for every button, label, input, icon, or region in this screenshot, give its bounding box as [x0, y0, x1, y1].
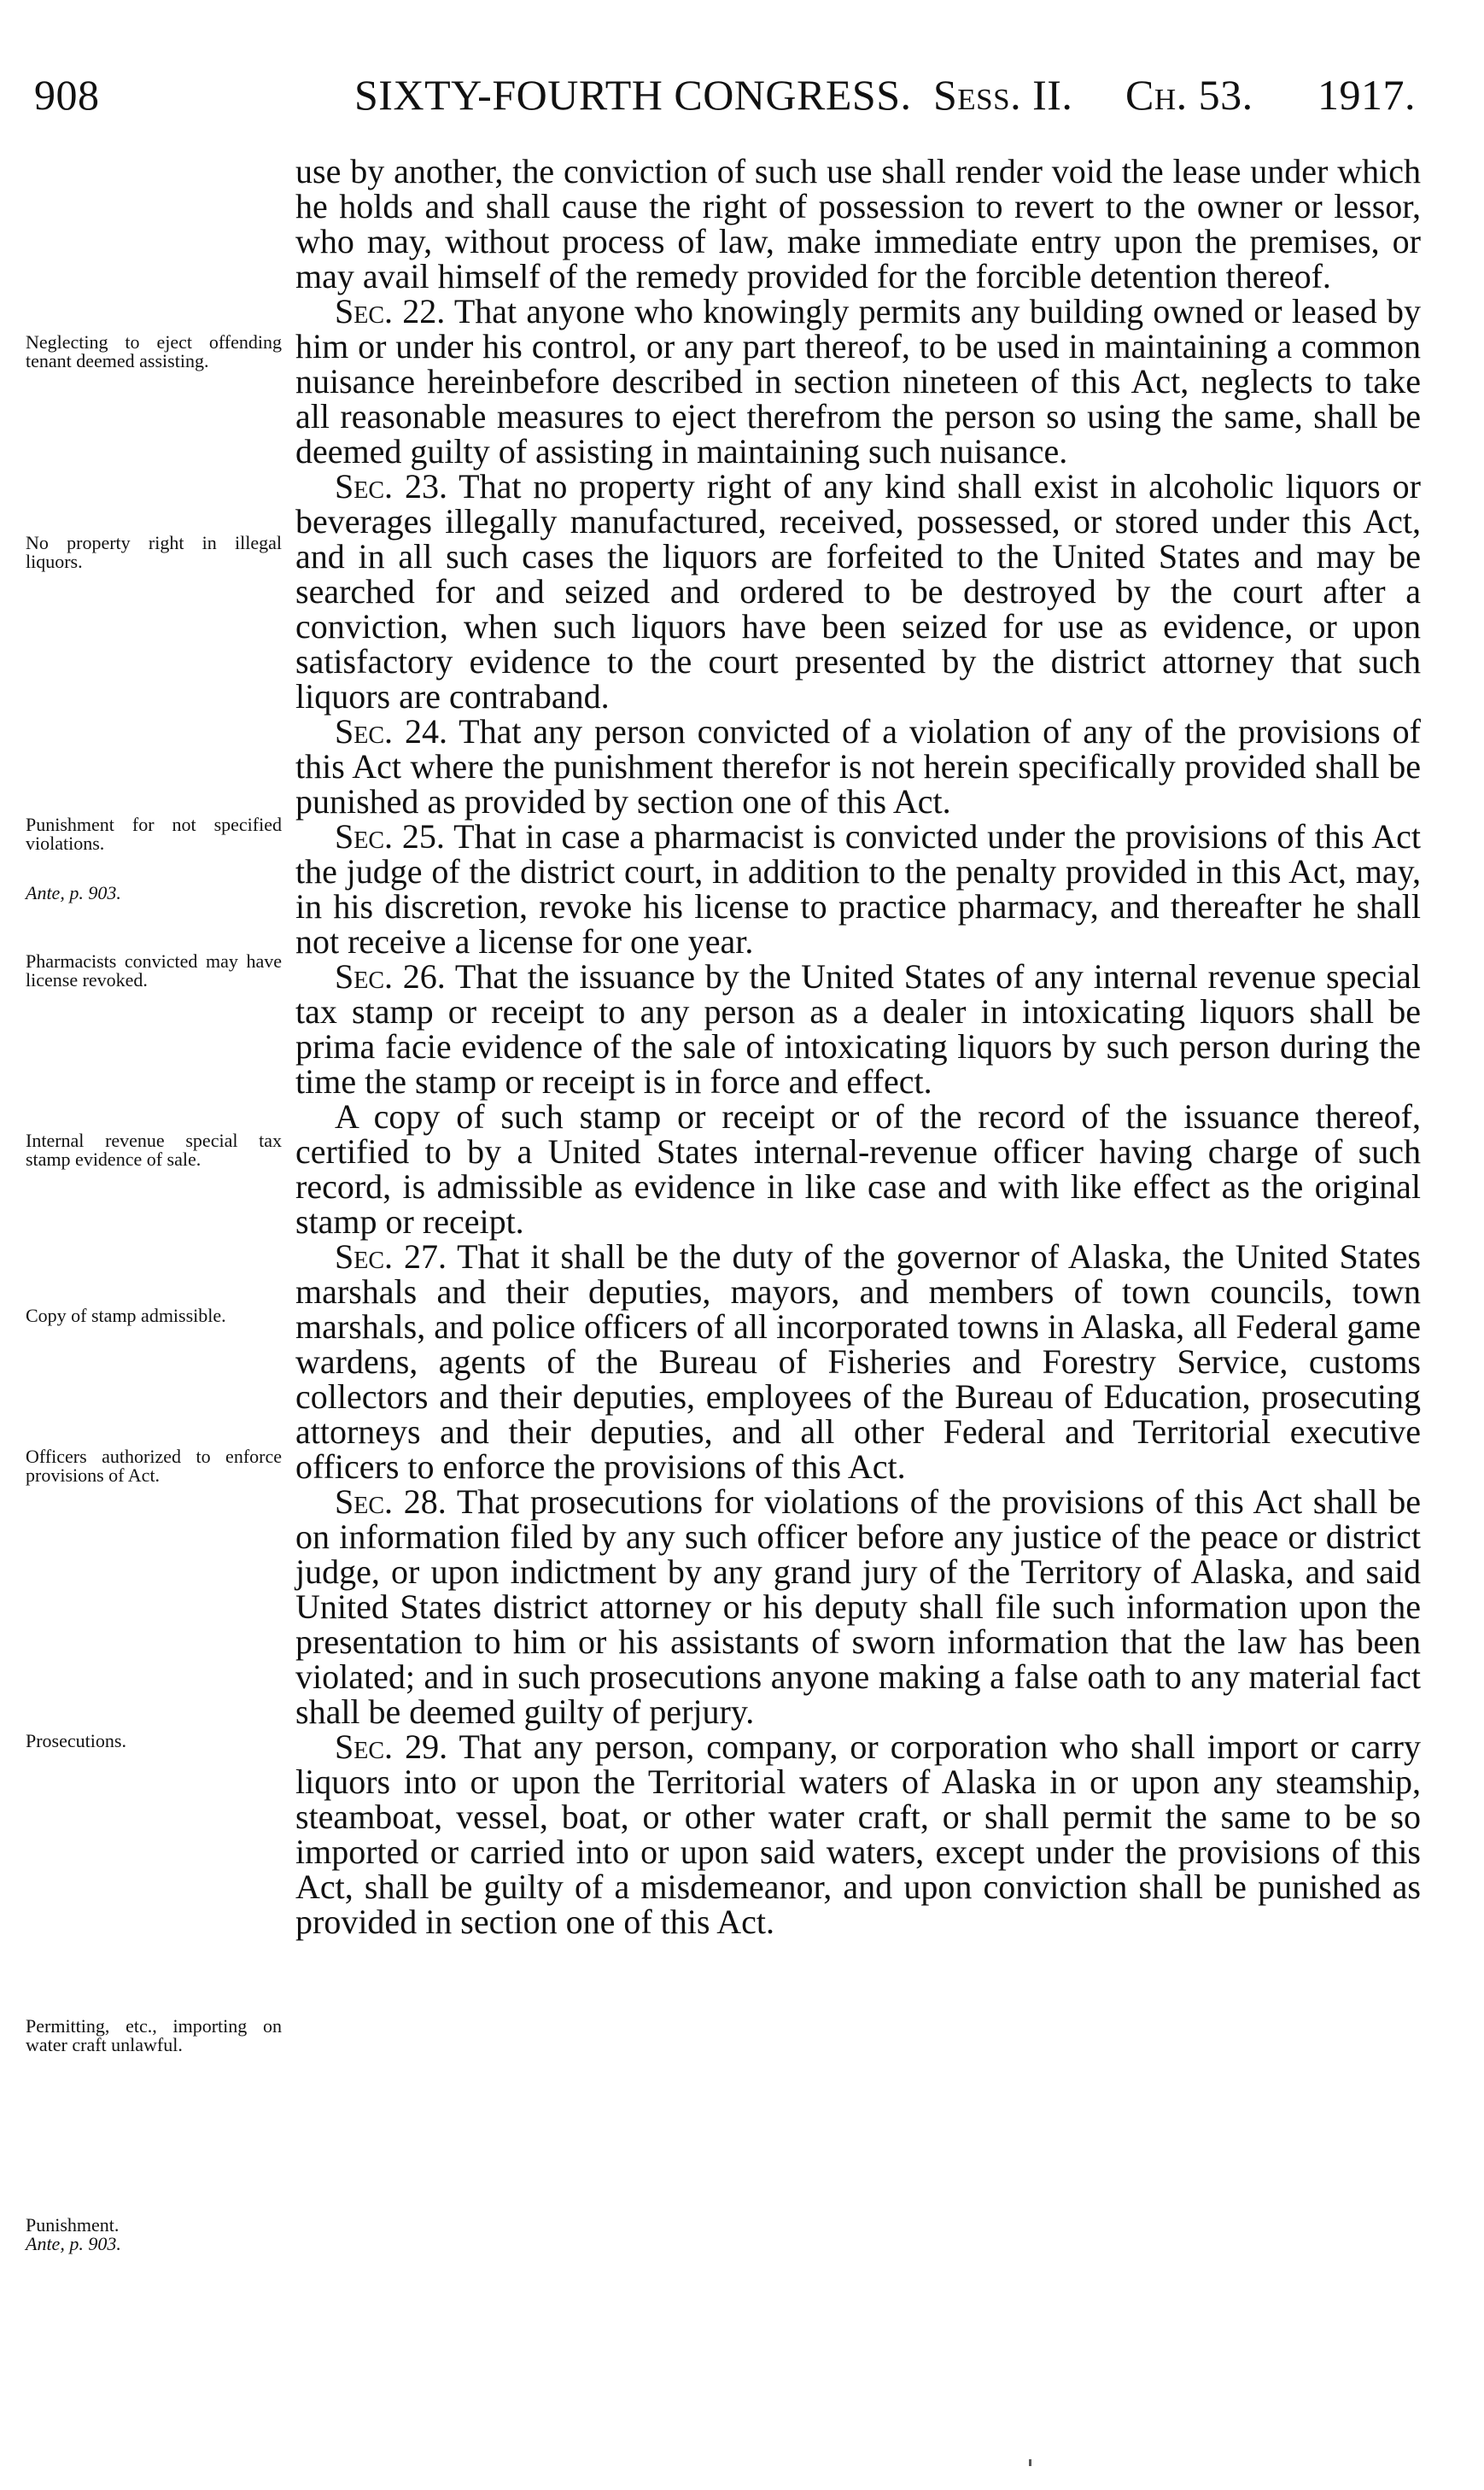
- section-text: That prosecutions for violations of the provisions of this Act shall be on information filed by any such officer before any justice of the peace or district judge, or upon indictment by any grand jury of the Territory of Alaska, and said United States district attorney or his deputy shall file such information upon the presentation to him or his assistants of sworn information that the law has been violated; and in such prosecutions anyone making a false oath to any material fact shall be deemed guilty of perjury.: [295, 1482, 1421, 1731]
- congress-title: SIXTY-FOURTH CONGRESS.: [354, 71, 912, 119]
- section-text: That any person convicted of a violation of any of the provisions of this Act where the punishment therefor is not herein specifically provided shall be punished as provided by section one of this Act.: [295, 712, 1421, 821]
- section-label: Sec. 23.: [335, 467, 447, 506]
- section-text: That anyone who knowingly permits any building owned or leased by him or under his control, or any part thereof, to be used in maintaining a common nuisance hereinbefore described in section nineteen of this Act, neglects to take all reasonable measures to eject therefrom the person so using the same, shall be deemed guilty of assisting in maintaining such nuisance.: [295, 292, 1422, 471]
- section-24: [295, 714, 1421, 819]
- margin-note-punishment: Punishment.: [26, 2214, 120, 2236]
- margin-note-punishment-not-specified: Punishment for not specified violations.: [26, 814, 282, 854]
- continuation-paragraph: use by another, the conviction of such use shall render void the lease under which he holds and shall cause the right of possession to revert to the owner or lessor, who may, without process of law, make immediate entry upon the premises, or may avail himself of the remedy provided for the forcible detention thereof.: [295, 152, 1421, 295]
- section-text: A copy of such stamp or receipt or of the record of the issuance thereof, certified to by a United States internal-revenue officer having charge of such record, is admissible as evidence in like case and with like effect as the original stamp or receipt.: [295, 1097, 1421, 1241]
- section-25: [295, 819, 1421, 959]
- section-label: Sec. 25.: [335, 817, 445, 856]
- section-text: That it shall be the duty of the governor of Alaska, the United States marshals and their deputies, mayors, and members of town councils, town marshals, and police officers of all incorporated towns in Alaska, all Federal game wardens, agents of the Bureau of Fisheries and Forestry Service, customs collectors and their deputies, employees of the Bureau of Education, prosecuting attorneys and their deputies, and all other Federal and Territorial executive officers to enforce the provisions of this Act.: [295, 1237, 1421, 1486]
- margin-note-pharmacists: Pharmacists convicted may have license revoked.: [26, 950, 282, 991]
- margin-note-prosecutions: Prosecutions.: [26, 1730, 126, 1751]
- section-28: [295, 1484, 1421, 1729]
- margin-note-permitting-importing: Permitting, etc., importing on water craft unlawful.: [26, 2015, 282, 2055]
- margin-note-officers-authorized: Officers authorized to enforce provisions of Act.: [26, 1446, 282, 1486]
- section-text: That no property right of any kind shall exist in alcoholic liquors or beverages illegally manufactured, received, possessed, or stored under this Act, and in all such cases the liquors are forfeited to the United States and may be searched for and seized and ordered to be destroyed by the court after a conviction, when such liquors have been seized for use as evidence, or upon satisfactory evidence to the court presented by the district attorney that such liquors are contraband.: [295, 467, 1421, 716]
- year-label: 1917.: [1317, 71, 1416, 119]
- margin-note-neglecting-to-eject: Neglecting to eject offending tenant deemed assisting.: [26, 331, 282, 371]
- margin-note-internal-revenue: Internal revenue special tax stamp evidence of sale.: [26, 1130, 282, 1170]
- section-text: That the issuance by the United States of any internal revenue special tax stamp or receipt to any person as a dealer in intoxicating liquors shall be prima facie evidence of the sale of intoxicating liquors by such person during the time the stamp or receipt is in force and effect.: [295, 957, 1422, 1101]
- section-label: Sec. 28.: [335, 1482, 447, 1521]
- chapter-label: Ch. 53.: [1125, 71, 1253, 119]
- section-26: [295, 959, 1421, 1099]
- copy-of-stamp-paragraph: [295, 1099, 1421, 1239]
- section-label: Sec. 26.: [335, 957, 446, 996]
- scan-speck: [1029, 2459, 1031, 2466]
- section-label: Sec. 22.: [335, 292, 446, 330]
- section-label: Sec. 27.: [335, 1237, 447, 1276]
- section-label: Sec. 24.: [335, 712, 447, 751]
- running-head: [34, 65, 1417, 125]
- section-29: [295, 1729, 1421, 1939]
- page-number: 908: [34, 71, 100, 119]
- margin-note-ante-reference: Ante, p. 903.: [26, 882, 121, 903]
- section-label: Sec. 29.: [335, 1727, 448, 1766]
- section-23: [295, 469, 1421, 714]
- body-text: [295, 154, 1421, 1939]
- section-27: [295, 1239, 1421, 1484]
- margin-note-no-property-right: No property right in illegal liquors.: [26, 532, 282, 572]
- section-text: That in case a pharmacist is convicted under the provisions of this Act the judge of the district court, in addition to the penalty provided in this Act, may, in his discretion, revoke his license to practice pharmacy, and thereafter he shall not receive a license for one year.: [295, 817, 1422, 961]
- margin-note-ante-reference-2: Ante, p. 903.: [26, 2233, 121, 2254]
- section-22: [295, 294, 1421, 469]
- margin-note-copy-of-stamp: Copy of stamp admissible.: [26, 1305, 226, 1326]
- session-label: Sess. II.: [933, 71, 1073, 119]
- section-text: That any person, company, or corporation who shall import or carry liquors into or upon the Territorial waters of Alaska in or upon any steamship, steamboat, vessel, boat, or other water craft, or shall permit the same to be so imported or carried into or upon said waters, except under the provisions of this Act, shall be guilty of a misdemeanor, and upon conviction shall be punished as provided in section one of this Act.: [295, 1727, 1421, 1941]
